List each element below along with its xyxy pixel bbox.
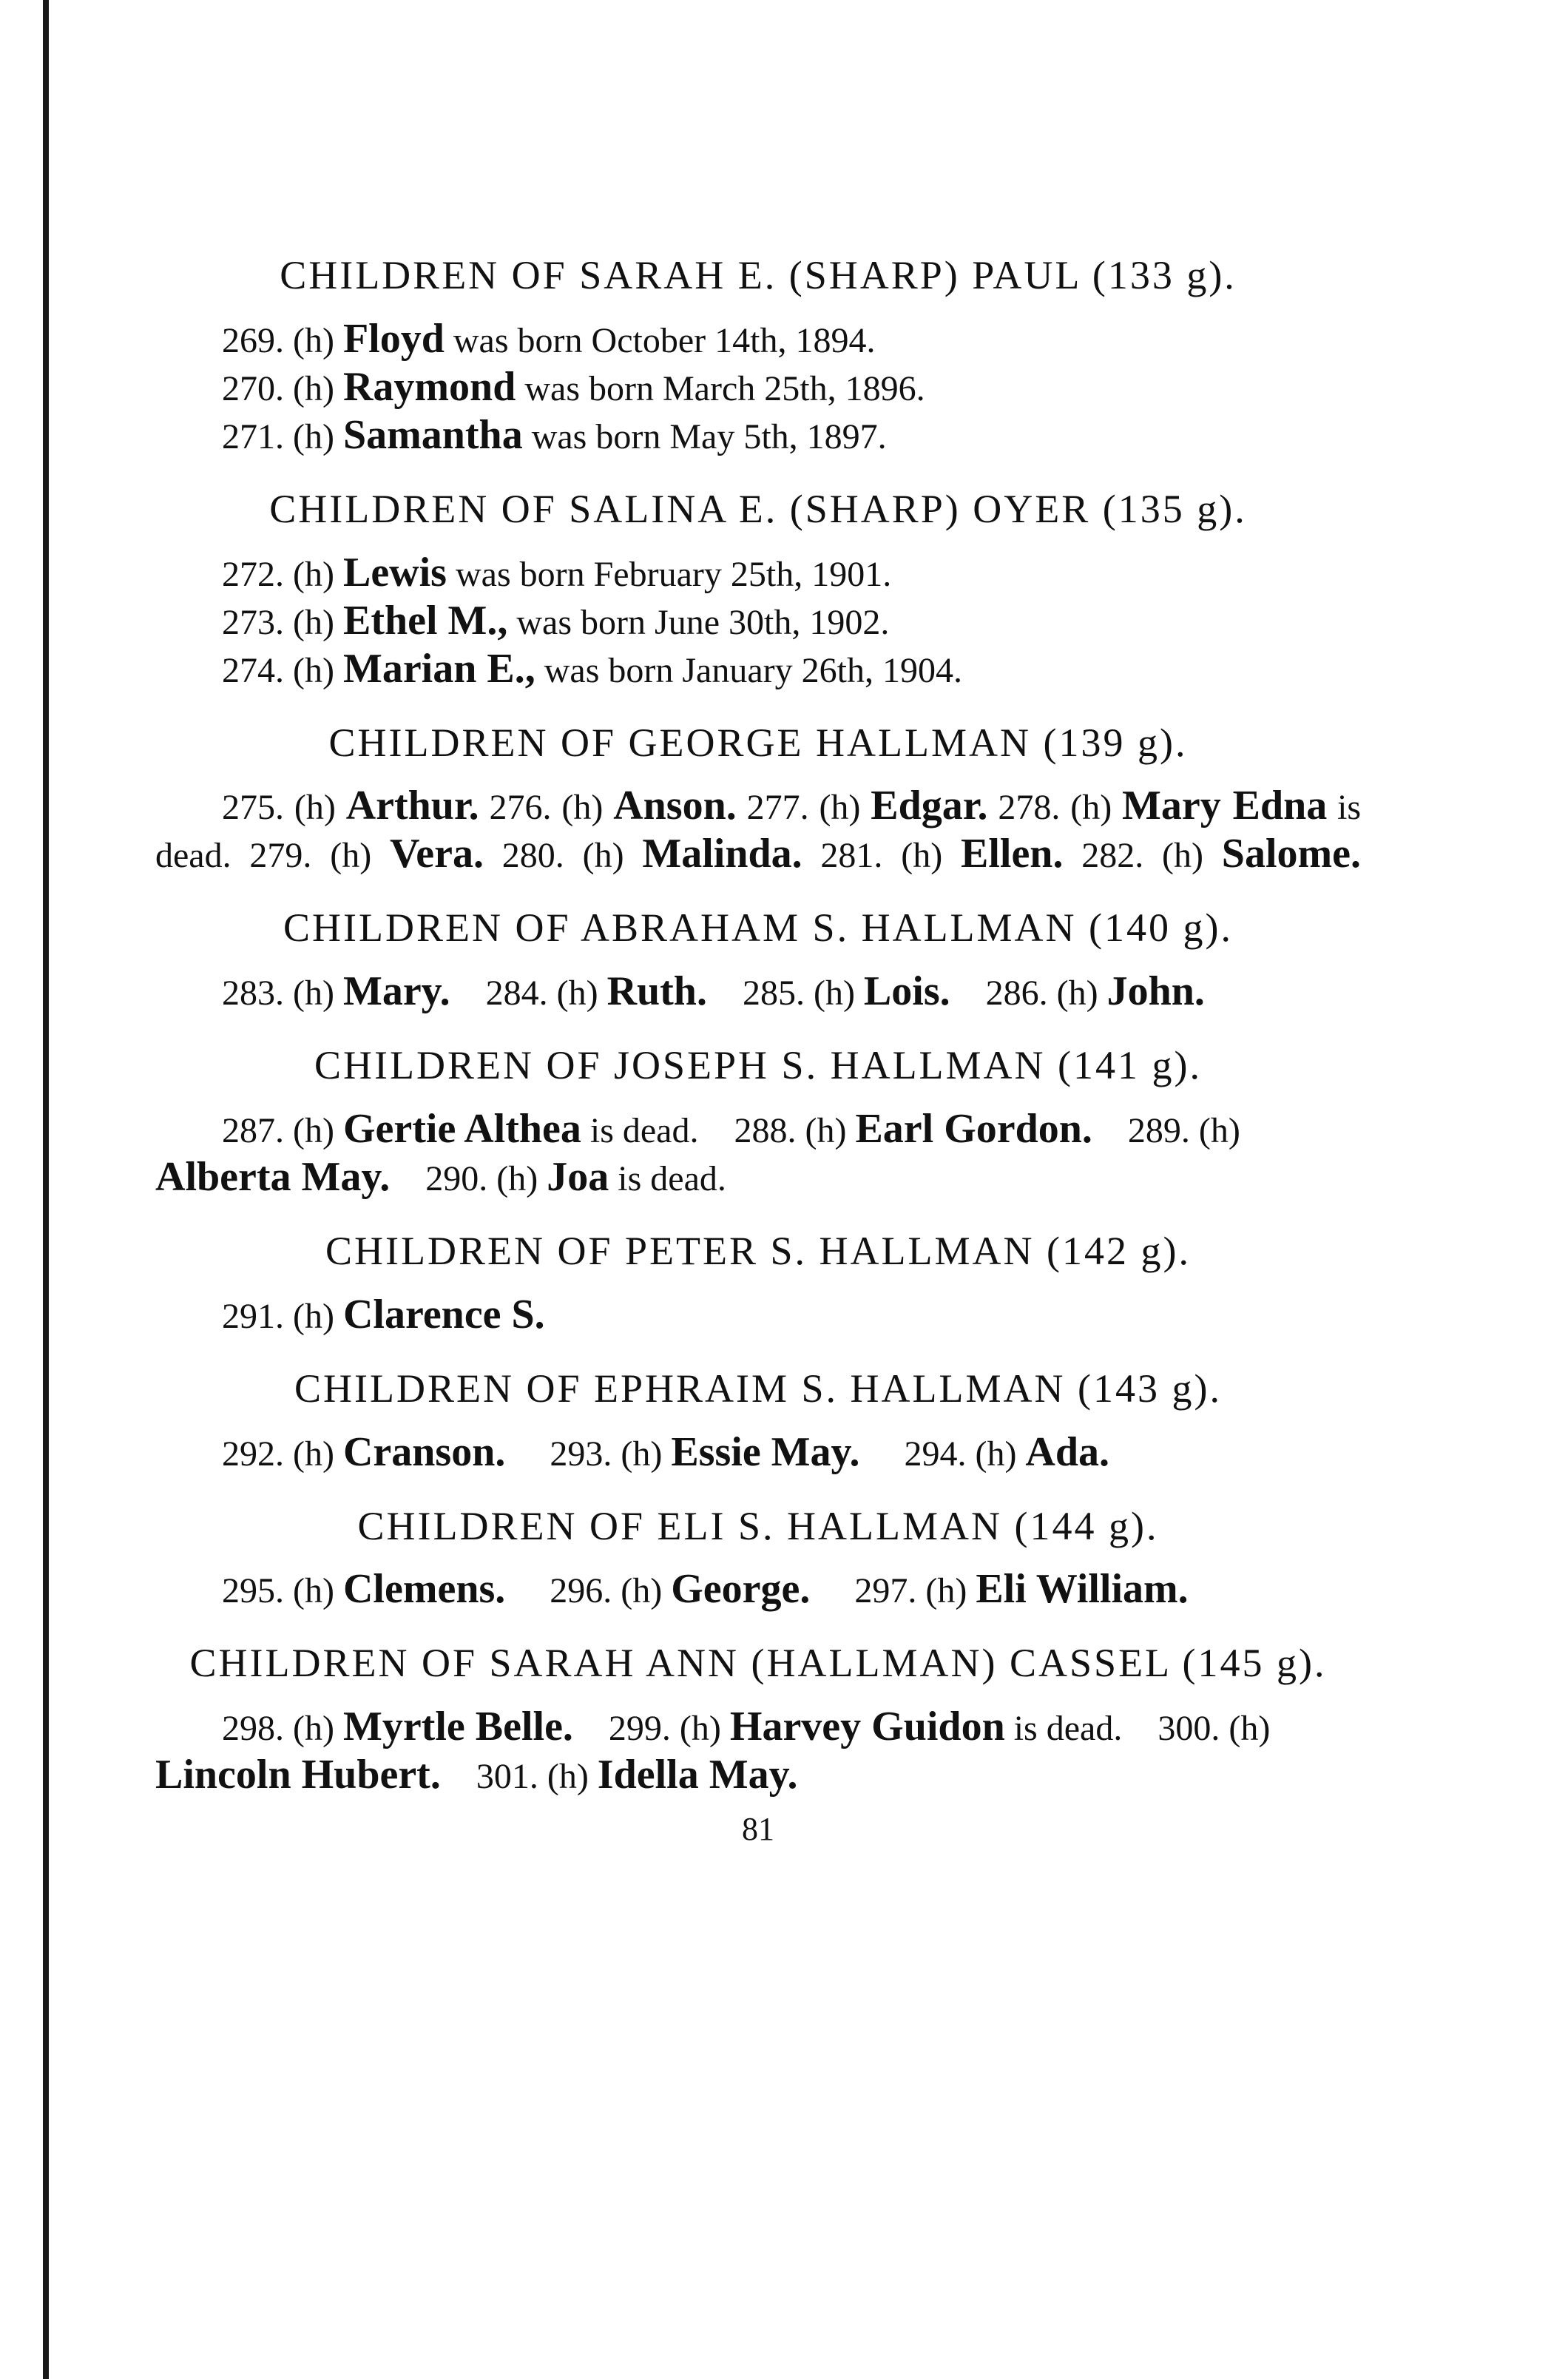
entry-mark: (h) bbox=[294, 788, 336, 828]
entry-mark: (h) bbox=[621, 1434, 663, 1474]
entry-mark: (h) bbox=[819, 788, 861, 828]
child-name: Anson. bbox=[613, 783, 737, 829]
entry-note: was born May 5th, 1897. bbox=[531, 416, 887, 456]
section-heading: CHILDREN OF SARAH E. (SHARP) PAUL (133 g). bbox=[280, 253, 1237, 297]
entry-note: is dead. bbox=[1013, 1709, 1123, 1749]
child-name: Vera. bbox=[389, 831, 484, 877]
entry-mark: (h) bbox=[293, 973, 334, 1013]
entry-list bbox=[155, 550, 1361, 694]
entry-mark: (h) bbox=[805, 1110, 847, 1150]
entry-number: 278. bbox=[998, 788, 1061, 828]
entry-mark: (h) bbox=[1056, 973, 1098, 1013]
entry-note: is dead. bbox=[589, 1110, 699, 1150]
entry-number: 290. bbox=[425, 1158, 488, 1198]
entry-number: 289. bbox=[1127, 1110, 1190, 1150]
entry-mark: (h) bbox=[293, 650, 334, 690]
entry-number: 298. bbox=[222, 1709, 284, 1749]
entry-number: 284. bbox=[485, 973, 548, 1013]
entry-number: 294. bbox=[904, 1434, 967, 1474]
entry-number: 291. bbox=[222, 1296, 284, 1336]
entry-number: 272. bbox=[222, 554, 284, 594]
entry-mark: (h) bbox=[293, 1709, 334, 1749]
entry-paragraph bbox=[155, 1106, 1361, 1202]
entry-mark: (h) bbox=[901, 836, 943, 876]
entry-number: 300. bbox=[1158, 1709, 1220, 1749]
section-heading: CHILDREN OF SALINA E. (SHARP) OYER (135 g). bbox=[269, 486, 1247, 531]
child-name: John. bbox=[1106, 968, 1205, 1015]
section-heading: CHILDREN OF SARAH ANN (HALLMAN) CASSEL (145 g). bbox=[189, 1641, 1327, 1686]
entry-mark: (h) bbox=[556, 973, 598, 1013]
child-name: Earl Gordon. bbox=[855, 1105, 1092, 1152]
child-name: Ethel M., bbox=[342, 597, 508, 644]
entry-number: 276. bbox=[489, 788, 552, 828]
entry-number: 273. bbox=[222, 602, 284, 642]
entry-mark: (h) bbox=[621, 1571, 663, 1611]
entry-number: 269. bbox=[222, 320, 284, 360]
child-name: Mary Edna bbox=[1122, 783, 1328, 829]
section-heading: CHILDREN OF PETER S. HALLMAN (142 g). bbox=[325, 1228, 1191, 1273]
child-name: Eli William. bbox=[976, 1566, 1189, 1613]
entry-number: 286. bbox=[985, 973, 1048, 1013]
entry-mark: (h) bbox=[293, 602, 334, 642]
entry-number: 281. bbox=[820, 836, 883, 876]
entry-note: is dead. bbox=[155, 788, 1362, 876]
child-name: Floyd bbox=[342, 315, 445, 362]
entry-number: 283. bbox=[222, 973, 284, 1013]
entry-mark: (h) bbox=[1229, 1709, 1271, 1749]
child-name: Samantha bbox=[342, 411, 523, 458]
entry-mark: (h) bbox=[293, 1571, 334, 1611]
entry-mark: (h) bbox=[1070, 788, 1112, 828]
entry-number: 271. bbox=[222, 416, 284, 456]
child-name: Mary. bbox=[342, 968, 450, 1015]
page-binding-edge bbox=[43, 0, 49, 2379]
entry-number: 288. bbox=[734, 1110, 797, 1150]
page-content bbox=[155, 252, 1361, 1848]
child-name: Myrtle Belle. bbox=[342, 1704, 573, 1750]
section-heading: CHILDREN OF EPHRAIM S. HALLMAN (143 g). bbox=[294, 1366, 1222, 1411]
entry-number: 270. bbox=[222, 368, 284, 408]
entry-note: was born January 26th, 1904. bbox=[544, 650, 962, 690]
section-heading: CHILDREN OF ABRAHAM S. HALLMAN (140 g). bbox=[283, 905, 1234, 951]
entry bbox=[155, 598, 1361, 646]
entry-paragraph bbox=[155, 968, 1361, 1016]
child-name: Lois. bbox=[863, 968, 950, 1015]
entry-mark: (h) bbox=[975, 1434, 1017, 1474]
entry-mark: (h) bbox=[293, 1296, 334, 1336]
entry-mark: (h) bbox=[582, 836, 624, 876]
child-name: Edgar. bbox=[871, 783, 988, 829]
child-name: Idella May. bbox=[597, 1752, 798, 1798]
entry-note: was born June 30th, 1902. bbox=[516, 602, 890, 642]
child-name: Malinda. bbox=[642, 831, 802, 877]
entry-mark: (h) bbox=[561, 788, 604, 828]
entry-mark: (h) bbox=[1198, 1110, 1240, 1150]
entry-note: was born February 25th, 1901. bbox=[455, 554, 892, 594]
child-name: Alberta May. bbox=[155, 1153, 391, 1200]
entry bbox=[155, 412, 1361, 460]
entry bbox=[155, 550, 1361, 598]
entry-mark: (h) bbox=[293, 368, 334, 408]
entry bbox=[155, 316, 1361, 364]
child-name: Raymond bbox=[342, 363, 516, 410]
child-name: Clarence S. bbox=[342, 1291, 545, 1337]
child-name: Arthur. bbox=[345, 783, 479, 829]
entry-mark: (h) bbox=[330, 836, 372, 876]
child-name: Essie May. bbox=[671, 1428, 860, 1475]
entry-paragraph bbox=[155, 1704, 1361, 1800]
child-name: Ruth. bbox=[606, 968, 707, 1015]
entry-list bbox=[155, 316, 1361, 460]
entry-note: was born October 14th, 1894. bbox=[453, 320, 876, 360]
entry-mark: (h) bbox=[293, 1434, 334, 1474]
entry-mark: (h) bbox=[293, 554, 334, 594]
entry-number: 279. bbox=[249, 836, 312, 876]
entry-mark: (h) bbox=[496, 1158, 538, 1198]
entry-number: 287. bbox=[222, 1110, 284, 1150]
page-number: 81 bbox=[742, 1811, 774, 1848]
entry-mark: (h) bbox=[679, 1709, 721, 1749]
entry-number: 295. bbox=[222, 1571, 284, 1611]
entry-number: 285. bbox=[742, 973, 805, 1013]
child-name: Harvey Guidon bbox=[729, 1704, 1005, 1750]
section-heading: CHILDREN OF ELI S. HALLMAN (144 g). bbox=[357, 1503, 1159, 1548]
entry bbox=[155, 646, 1361, 694]
child-name: Marian E., bbox=[342, 645, 535, 692]
child-name: George. bbox=[671, 1566, 811, 1613]
entry-paragraph bbox=[155, 1566, 1361, 1614]
entry-number: 277. bbox=[746, 788, 809, 828]
entry bbox=[155, 364, 1361, 412]
child-name: Ellen. bbox=[960, 831, 1064, 877]
entry-number: 301. bbox=[476, 1757, 538, 1797]
entry-mark: (h) bbox=[1162, 836, 1203, 876]
entry-mark: (h) bbox=[293, 1110, 334, 1150]
entry-number: 297. bbox=[854, 1571, 917, 1611]
child-name: Lincoln Hubert. bbox=[155, 1752, 441, 1798]
entry-paragraph bbox=[155, 1429, 1361, 1477]
entry-mark: (h) bbox=[813, 973, 855, 1013]
entry-number: 292. bbox=[222, 1434, 284, 1474]
entry-paragraph bbox=[155, 1292, 1361, 1340]
entry-number: 296. bbox=[550, 1571, 612, 1611]
entry-note: was born March 25th, 1896. bbox=[524, 368, 925, 408]
child-name: Gertie Althea bbox=[342, 1105, 581, 1152]
child-name: Cranson. bbox=[342, 1428, 506, 1475]
child-name: Salome. bbox=[1221, 831, 1362, 877]
child-name: Joa bbox=[547, 1153, 609, 1200]
entry-number: 293. bbox=[550, 1434, 612, 1474]
section-heading: CHILDREN OF JOSEPH S. HALLMAN (141 g). bbox=[314, 1043, 1203, 1088]
child-name: Lewis bbox=[342, 549, 447, 595]
child-name: Ada. bbox=[1025, 1428, 1110, 1475]
child-name: Clemens. bbox=[342, 1566, 506, 1613]
entry-mark: (h) bbox=[293, 416, 334, 456]
entry-number: 275. bbox=[222, 788, 284, 828]
entry-mark: (h) bbox=[293, 320, 334, 360]
entry-number: 299. bbox=[608, 1709, 671, 1749]
entry-number: 280. bbox=[501, 836, 564, 876]
entry-note: is dead. bbox=[618, 1158, 726, 1198]
entry-paragraph bbox=[155, 783, 1361, 879]
entry-mark: (h) bbox=[547, 1757, 589, 1797]
entry-number: 282. bbox=[1081, 836, 1144, 876]
section-heading: CHILDREN OF GEORGE HALLMAN (139 g). bbox=[328, 720, 1188, 765]
entry-mark: (h) bbox=[925, 1571, 967, 1611]
entry-number: 274. bbox=[222, 650, 284, 690]
